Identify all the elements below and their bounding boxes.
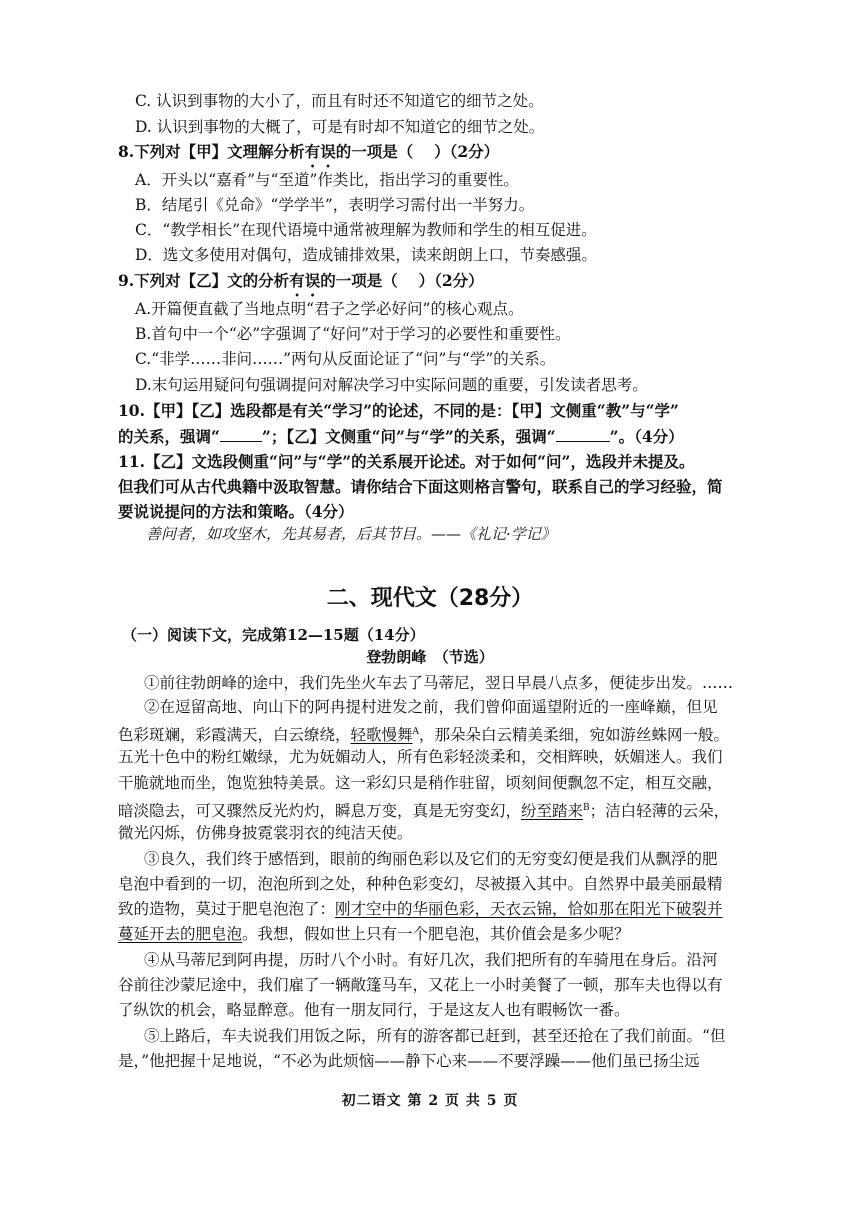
q9-option-a: A.开篇便直截了当地点明“君子之学必好问”的核心观点。 — [135, 300, 524, 318]
q10-line1: 10.【甲】【乙】选段都是有关“学习”的论述，不同的是：【甲】文侧重“教”与“学” — [118, 401, 679, 420]
error-emphasis: 有误 — [289, 271, 321, 290]
passage-para-3-line: ③良久，我们终于感悟到，眼前的绚丽色彩以及它们的无穷变幻便是我们从飘浮的肥 — [144, 850, 718, 868]
passage-para-3-line: 蔓延开去的肥皂泡。我想，假如世上只有一个肥皂泡，其价值会是多少呢？ — [118, 925, 630, 943]
q10-line2: 的关系，强调“ ”；【乙】文侧重“问”与“学”的关系，强调“ ”。（4分） — [118, 427, 684, 446]
passage-para-2-line: 干脆就地而坐，饱览独特美景。这一彩幻只是稍作驻留，顷刻间便飘忽不定，相互交融， — [118, 774, 723, 792]
section-title: 二、现代文（28分） — [326, 586, 534, 611]
q8-option-b: B．结尾引《兑命》“学学半”，表明学习需付出一半努力。 — [135, 196, 535, 214]
passage-para-3-line: 致的造物，莫过于肥皂泡泡了：刚才空中的华丽色彩，天衣云锦，恰如那在阳光下破裂并 — [118, 900, 723, 918]
page-footer: 初二语文 第 2 页 共 5 页 — [341, 1093, 519, 1109]
q8-stem: 8.下列对【甲】文理解分析有误的一项是（ ）（2分） — [118, 142, 500, 161]
passage-para-4-line: ④从马蒂尼到阿冉提，历时八个小时。有好几次，我们把所有的车骑甩在身后。沿河 — [144, 951, 718, 969]
marker-a: A — [412, 727, 420, 737]
passage-para-2-line: 色彩斑斓，彩霞满天，白云缭绕，轻歌慢舞$^A$，那朵朵白云精美柔细，宛如游丝蛛网一般。 — [118, 726, 730, 745]
underlined-phrase-b: 纷至踏来 — [521, 802, 584, 821]
subsection-heading: （一）阅读下文，完成第12—15题（14分） — [122, 626, 425, 644]
q9-option-b: B.首句中一个“必”字强调了“好问”对于学习的必要性和重要性。 — [135, 325, 571, 343]
passage-para-4-line: 谷前往沙蒙尼途中，我们雇了一辆敞篷马车，又花上一小时美餐了一顿，那车夫也得以有 — [118, 976, 723, 994]
marker-b: B — [583, 803, 590, 813]
underlined-phrase-a: 轻歌慢舞 — [350, 726, 413, 745]
q7-option-d: D. 认识到事物的大概了，可是有时却不知道它的细节之处。 — [135, 118, 545, 136]
q11-line1: 11.【乙】文选段侧重“问”与“学”的关系展开论述。对于如何“问”，选段并未提及。 — [118, 452, 695, 471]
passage-para-1: ①前往勃朗峰的途中，我们先坐火车去了马蒂尼，翌日早晨八点多，便徒步出发。…… — [144, 674, 734, 692]
answer-blank[interactable] — [556, 425, 610, 442]
q7-option-c: C. 认识到事物的大小了，而且有时还不知道它的细节之处。 — [135, 92, 544, 110]
underlined-sentence: 蔓延开去的肥皂泡 — [118, 925, 243, 943]
answer-blank[interactable] — [220, 425, 262, 442]
passage-para-2-line: 微光闪烁，仿佛身披霓裳羽衣的纯洁天使。 — [118, 824, 413, 842]
q11-line2: 但我们可从古代典籍中汲取智慧。请你结合下面这则格言警句，联系自己的学习经验，简 — [118, 477, 723, 496]
q8-option-a: A．开头以“嘉肴”与“至道”作类比，指出学习的重要性。 — [135, 171, 519, 189]
q9-option-d: D.末句运用疑问句强调提问对解决学习中实际问题的重要，引发读者思考。 — [135, 376, 648, 394]
passage-para-4-line: 了纵饮的机会，略显醉意。他有一朋友同行，于是这友人也有暇畅饮一番。 — [118, 1001, 630, 1019]
passage-para-2-line: ②在逗留高地、向山下的阿冉提村进发之前，我们曾仰面遥望附近的一座峰巅，但见 — [144, 698, 718, 716]
passage-para-2-line: 五光十色中的粉红嫩绿，尤为妩媚动人，所有色彩轻淡柔和，交相辉映，妖媚迷人。我们 — [118, 748, 723, 766]
passage-para-3-line: 皂泡中看到的一切，泡泡所到之处，种种色彩变幻，尽被摄入其中。自然界中最美丽最精 — [118, 875, 723, 893]
article-title: 登勃朗峰 （节选） — [366, 648, 494, 666]
error-emphasis: 有误 — [304, 142, 336, 161]
q11-line3: 要说说提问的方法和策略。（4分） — [118, 502, 354, 521]
underlined-sentence: 刚才空中的华丽色彩，天衣云锦，恰如那在阳光下破裂并 — [335, 900, 723, 918]
passage-para-5-line: ⑤上路后，车夫说我们用饭之际，所有的游客都已赶到，甚至还抢在了我们前面。“但 — [144, 1027, 726, 1045]
q11-quote: 善问者，如攻坚木，先其易者，后其节目。——《礼记·学记》 — [146, 525, 556, 543]
q8-option-c: C．“教学相长”在现代语境中通常被理解为教师和学生的相互促进。 — [135, 221, 597, 239]
passage-para-2-line: 暗淡隐去，可又骤然反光灼灼，瞬息万变，真是无穷变幻，纷至踏来$^B$；洁白轻薄的云朵， — [118, 802, 730, 821]
q9-stem: 9.下列对【乙】文的分析有误的一项是（ ）（2分） — [118, 271, 484, 290]
passage-para-5-line: 是，”他把握十足地说，“不必为此烦恼——静下心来——不要浮躁——他们虽已扬尘远 — [118, 1052, 700, 1070]
q8-option-d: D．选文多使用对偶句，造成铺排效果，读来朗朗上口，节奏感强。 — [135, 246, 597, 264]
q9-option-c: C.“非学……非问……”两句从反面论证了“问”与“学”的关系。 — [135, 350, 556, 368]
